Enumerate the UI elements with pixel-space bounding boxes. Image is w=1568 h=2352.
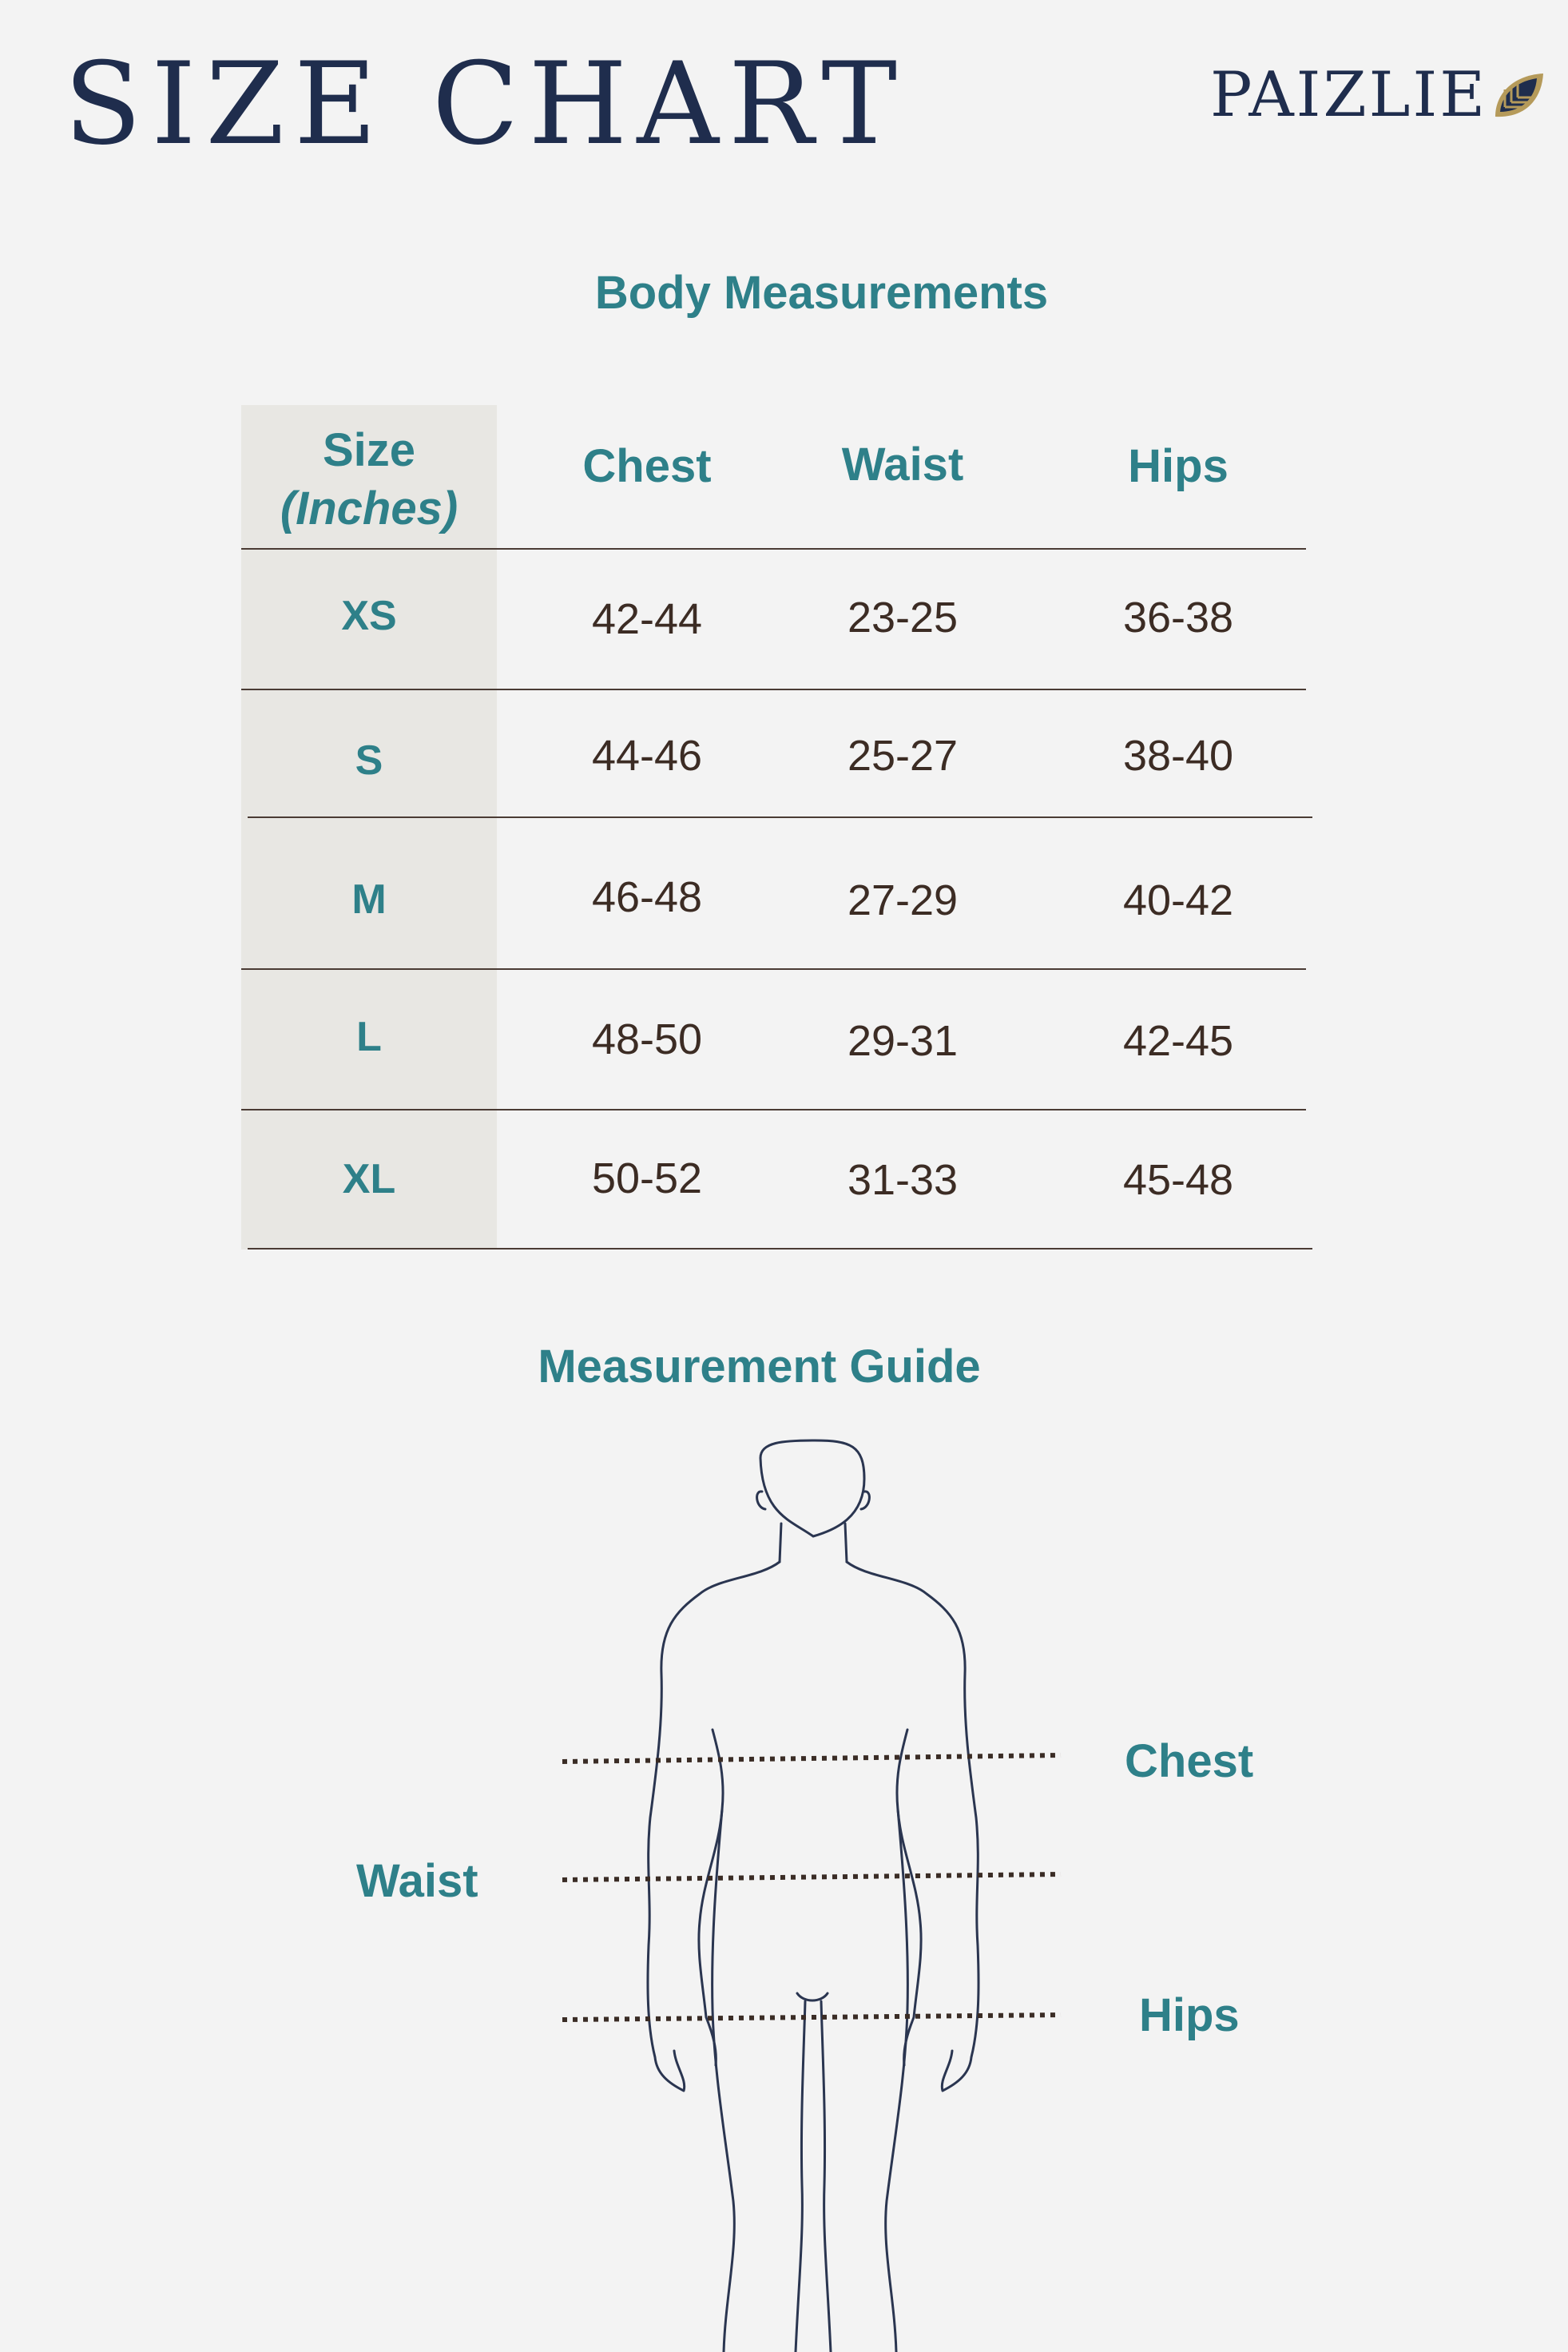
waist-cell: 25-27	[847, 732, 959, 780]
waist-cell: 23-25	[847, 594, 959, 642]
right-leg-inner	[821, 2001, 831, 2352]
brand-name: PAIZLIE	[1210, 59, 1488, 131]
table-divider	[241, 689, 1306, 690]
left-leg-outer	[713, 1810, 735, 2352]
hips-cell: 42-45	[1122, 1017, 1234, 1065]
table-divider	[241, 1109, 1306, 1110]
size-cell: M	[351, 876, 387, 923]
chest-cell: 50-52	[591, 1154, 703, 1202]
column-header-hips: Hips	[1128, 440, 1229, 492]
hips-label: Hips	[1139, 1989, 1240, 2041]
chest-cell: 44-46	[591, 732, 703, 780]
right-leg-outer	[886, 1810, 908, 2352]
column-header-size	[241, 422, 497, 538]
chest-cell: 48-50	[591, 1015, 703, 1063]
hips-cell: 45-48	[1122, 1156, 1234, 1204]
size-cell: L	[356, 1014, 382, 1060]
size-cell: XS	[341, 593, 397, 639]
hips-cell: 38-40	[1122, 732, 1234, 780]
hips-measure-line	[559, 2009, 1064, 2025]
body-outline-figure	[623, 1434, 1070, 2352]
chest-cell: 42-44	[591, 595, 703, 643]
neck-left	[780, 1524, 781, 1562]
guide-title: Measurement Guide	[538, 1341, 981, 1393]
chest-cell: 46-48	[591, 873, 703, 921]
waist-cell: 29-31	[847, 1017, 959, 1065]
brand-logo	[1210, 59, 1546, 131]
size-cell: XL	[342, 1156, 396, 1202]
size-header-label: Size	[322, 424, 416, 476]
neck-right	[845, 1524, 847, 1562]
chest-measure-line	[559, 1750, 1064, 1766]
table-divider	[241, 548, 1306, 550]
hips-cell: 40-42	[1122, 876, 1234, 924]
column-header-chest: Chest	[582, 440, 712, 492]
paisley-leaf-icon	[1491, 69, 1546, 121]
waist-label: Waist	[356, 1855, 478, 1907]
table-title: Body Measurements	[594, 267, 1049, 319]
crotch	[797, 1993, 828, 2000]
waist-cell: 27-29	[847, 876, 959, 924]
table-divider	[241, 968, 1306, 970]
table-divider	[248, 1248, 1312, 1250]
size-header-unit: (Inches)	[280, 482, 458, 534]
waist-cell: 31-33	[847, 1156, 959, 1204]
waist-measure-line	[559, 1869, 1064, 1885]
head-outline	[760, 1440, 864, 1536]
hips-cell: 36-38	[1122, 594, 1234, 642]
chest-label: Chest	[1125, 1735, 1254, 1787]
page-title: SIZE CHART	[64, 38, 907, 170]
left-ear	[757, 1492, 765, 1509]
left-leg-inner	[796, 2001, 805, 2352]
size-cell: S	[355, 737, 383, 784]
table-divider	[248, 816, 1312, 818]
column-header-waist: Waist	[841, 439, 964, 491]
